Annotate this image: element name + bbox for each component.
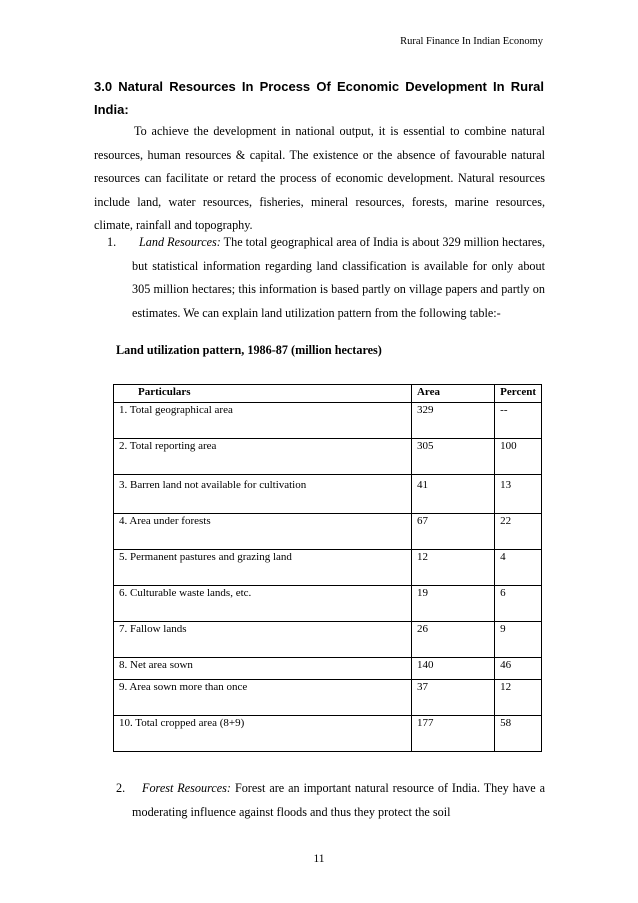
table-row — [114, 622, 542, 658]
table-row — [114, 680, 542, 716]
cell-particulars: 2. Total reporting area — [114, 439, 412, 475]
cell-percent: 22 — [495, 514, 542, 550]
cell-percent: 6 — [495, 586, 542, 622]
page-number: 11 — [313, 853, 325, 865]
table-row — [114, 439, 542, 475]
cell-percent: 13 — [495, 475, 542, 514]
cell-area: 26 — [411, 622, 494, 658]
cell-area: 12 — [411, 550, 494, 586]
table-caption: Land utilization pattern, 1986-87 (million hectares) — [116, 343, 382, 357]
header-particulars: Particulars — [114, 385, 412, 403]
land-utilization-table — [113, 384, 542, 752]
cell-area: 37 — [411, 680, 494, 716]
intro-paragraph: To achieve the development in national output, it is essential to combine natural resources, human resources & capital. The existence or the absence of favourable natural resources can facilitate or retard the process of economic development. Natural resources include land, water resources, fisheries, mineral resources, forests, marine resources, climate, rainfall and topography. — [94, 124, 545, 233]
cell-area: 19 — [411, 586, 494, 622]
list-item-forest-resources — [132, 777, 545, 824]
cell-percent: 12 — [495, 680, 542, 716]
list-label-land-resources: Land Resources: — [139, 235, 221, 249]
cell-percent: 46 — [495, 658, 542, 680]
table-row — [114, 586, 542, 622]
list-number-1: 1. — [107, 235, 117, 249]
cell-percent: 58 — [495, 716, 542, 752]
table-row — [114, 514, 542, 550]
list-item-land-resources — [132, 231, 545, 325]
cell-particulars: 7. Fallow lands — [114, 622, 412, 658]
list-text-land-resources: The total geographical area of India is about 329 million hectares, but statistical information regarding land classification is available for only about 305 million hectares; this information is based partly on village papers and partly on estimates. We can explain land utilization pattern from the following table:- — [132, 235, 545, 320]
header-area: Area — [411, 385, 494, 403]
list-text-forest-resources: Forest are an important natural resource of India. They have a moderating influence against floods and thus they protect the soil — [132, 781, 546, 819]
cell-area: 41 — [411, 475, 494, 514]
cell-percent: 4 — [495, 550, 542, 586]
table-row — [114, 475, 542, 514]
cell-particulars: 1. Total geographical area — [114, 403, 412, 439]
cell-particulars: 9. Area sown more than once — [114, 680, 412, 716]
header-percent: Percent — [495, 385, 542, 403]
table-row — [114, 716, 542, 752]
cell-particulars: 6. Culturable waste lands, etc. — [114, 586, 412, 622]
cell-percent: 9 — [495, 622, 542, 658]
table-header-row — [114, 385, 542, 403]
table-row — [114, 550, 542, 586]
section-heading: 3.0 Natural Resources In Process Of Economic Development In Rural India: — [94, 79, 544, 117]
list-label-forest-resources: Forest Resources: — [142, 781, 231, 795]
cell-percent: 100 — [495, 439, 542, 475]
table-row — [114, 658, 542, 680]
cell-particulars: 10. Total cropped area (8+9) — [114, 716, 412, 752]
cell-area: 67 — [411, 514, 494, 550]
cell-percent: -- — [495, 403, 542, 439]
cell-area: 177 — [411, 716, 494, 752]
cell-particulars: 5. Permanent pastures and grazing land — [114, 550, 412, 586]
cell-particulars: 8. Net area sown — [114, 658, 412, 680]
running-header: Rural Finance In Indian Economy — [400, 36, 543, 47]
list-number-2: 2. — [116, 781, 126, 795]
cell-area: 140 — [411, 658, 494, 680]
table-row — [114, 403, 542, 439]
cell-area: 305 — [411, 439, 494, 475]
cell-particulars: 3. Barren land not available for cultivation — [114, 475, 412, 514]
cell-particulars: 4. Area under forests — [114, 514, 412, 550]
cell-area: 329 — [411, 403, 494, 439]
